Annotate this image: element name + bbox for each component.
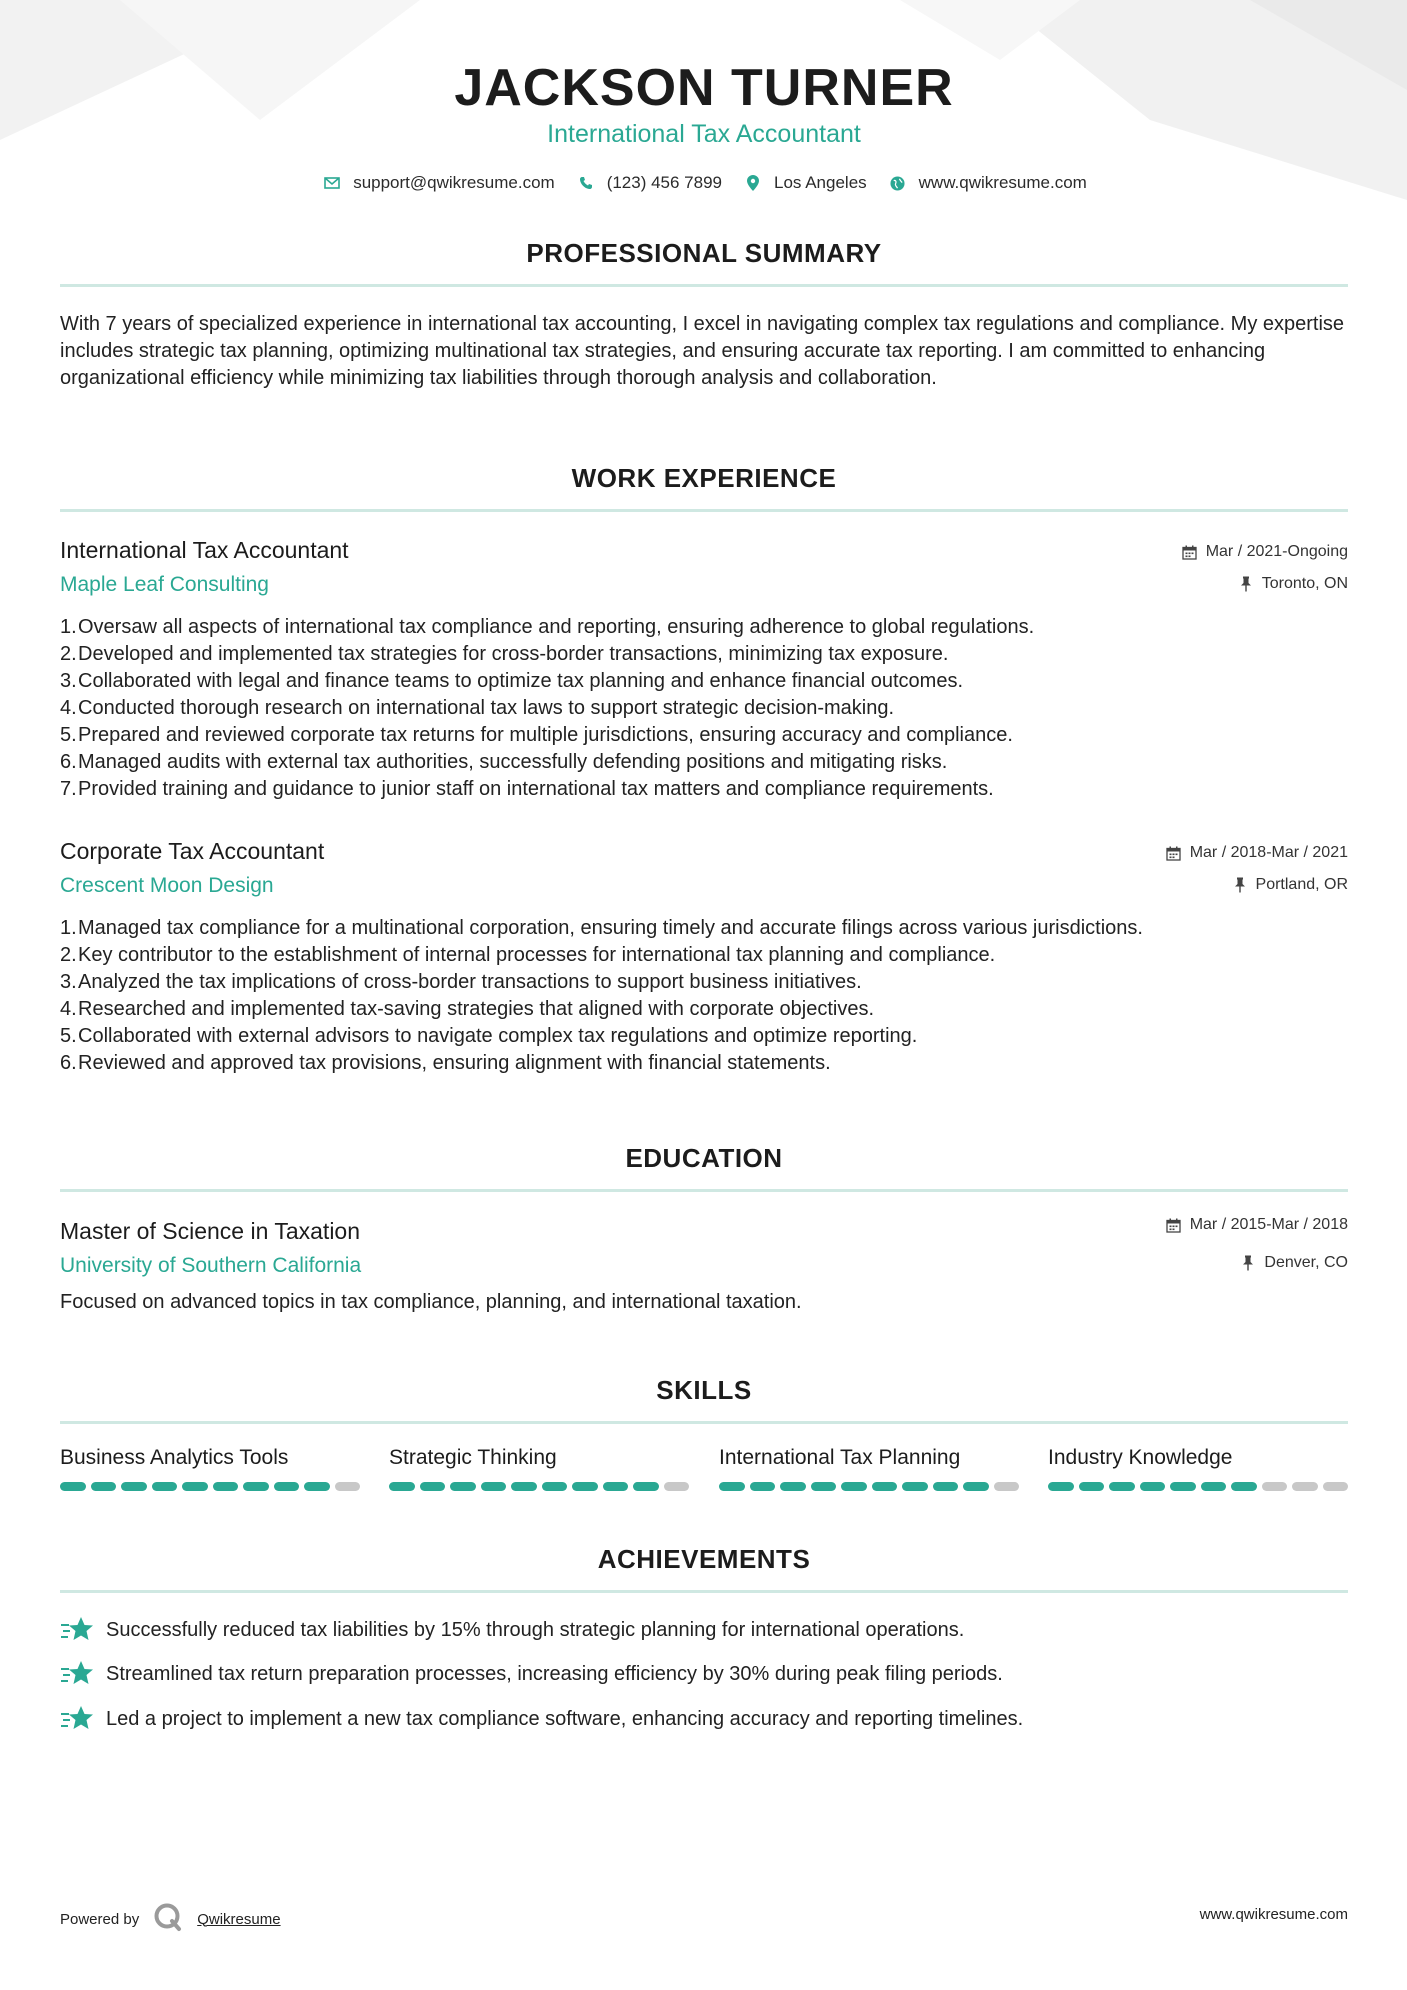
- skill-segment-filled: [1201, 1482, 1227, 1491]
- footer-powered-by: [60, 1902, 281, 1936]
- job-dates-text: Mar / 2018-Mar / 2021: [1189, 844, 1348, 861]
- envelope-icon: [321, 172, 343, 194]
- achievements-heading: ACHIEVEMENTS: [597, 1544, 811, 1574]
- skill-segment-filled: [274, 1482, 300, 1491]
- skill-segment-filled: [933, 1482, 959, 1491]
- contact-website[interactable]: [887, 172, 1087, 194]
- achievement-text: Streamlined tax return preparation processes, increasing efficiency by 30% during peak filing periods.: [106, 1662, 1003, 1685]
- skill-segment-filled: [902, 1482, 928, 1491]
- skill-level-bar: [60, 1482, 360, 1491]
- list-item: 6. Reviewed and approved tax provisions, ensuring alignment with financial statements.: [60, 1052, 831, 1074]
- skill-segment-filled: [872, 1482, 898, 1491]
- skill-segment-filled: [780, 1482, 806, 1491]
- email-text: support@qwikresume.com: [353, 173, 555, 192]
- achievements-divider: [60, 1590, 1348, 1593]
- skill-segment-filled: [1079, 1482, 1105, 1491]
- experience-divider: [60, 509, 1348, 512]
- education-heading: EDUCATION: [625, 1143, 783, 1173]
- achievement-item: [60, 1659, 1003, 1689]
- candidate-name: JACKSON TURNER: [454, 59, 954, 117]
- star-badge-icon: [60, 1659, 94, 1689]
- job-dates-text: Mar / 2021-Ongoing: [1205, 543, 1348, 560]
- skill-name: Strategic Thinking: [389, 1446, 557, 1469]
- job-title: International Tax Accountant: [60, 537, 349, 563]
- skill-segment-filled: [811, 1482, 837, 1491]
- skill-segment-empty: [1323, 1482, 1349, 1491]
- powered-by-label: Powered by: [60, 1910, 140, 1928]
- skill-segment-filled: [1109, 1482, 1135, 1491]
- education-description: Focused on advanced topics in tax compliance, planning, and international taxation.: [60, 1291, 802, 1313]
- job-dates: [1166, 844, 1348, 862]
- job-location: [1232, 876, 1348, 894]
- list-item: 5. Prepared and reviewed corporate tax returns for multiple jurisdictions, ensuring accuracy and compliance.: [60, 724, 1013, 746]
- qwikresume-logo-icon: [153, 1902, 183, 1936]
- job-location-text: Toronto, ON: [1261, 575, 1348, 592]
- list-item: 2. Developed and implemented tax strategies for cross-border transactions, minimizing tax exposure.: [60, 643, 949, 665]
- contact-bar: [60, 172, 1348, 194]
- candidate-title: International Tax Accountant: [547, 120, 861, 148]
- phone-text: (123) 456 7899: [606, 173, 723, 192]
- skill-segment-empty: [1262, 1482, 1288, 1491]
- education-school: University of Southern California: [60, 1254, 362, 1277]
- qwikresume-link[interactable]: Qwikresume: [197, 1910, 281, 1928]
- skill-segment-filled: [481, 1482, 507, 1491]
- list-item: 5. Collaborated with external advisors to navigate complex tax regulations and optimize reporting.: [60, 1025, 918, 1047]
- job-title: Corporate Tax Accountant: [60, 838, 325, 864]
- education-degree: Master of Science in Taxation: [60, 1218, 361, 1244]
- skill-segment-filled: [750, 1482, 776, 1491]
- skill-segment-filled: [152, 1482, 178, 1491]
- skill-segment-filled: [243, 1482, 269, 1491]
- skill-item: [719, 1446, 1019, 1491]
- skill-level-bar: [719, 1482, 1019, 1491]
- star-badge-icon: [60, 1704, 94, 1734]
- skill-segment-empty: [664, 1482, 690, 1491]
- skill-name: International Tax Planning: [719, 1446, 961, 1469]
- education-divider: [60, 1189, 1348, 1192]
- job-company: Maple Leaf Consulting: [60, 573, 269, 596]
- skill-segment-filled: [213, 1482, 239, 1491]
- skill-name: Business Analytics Tools: [60, 1446, 289, 1469]
- experience-heading: WORK EXPERIENCE: [571, 463, 837, 493]
- achievement-item: [60, 1615, 964, 1645]
- list-item: 1. Oversaw all aspects of international tax compliance and reporting, ensuring adherence to global regulations.: [60, 616, 1035, 638]
- skill-segment-filled: [1140, 1482, 1166, 1491]
- footer-website[interactable]: www.qwikresume.com: [1199, 1906, 1348, 1923]
- globe-icon: [887, 172, 909, 194]
- skill-item: [60, 1446, 360, 1491]
- skill-segment-filled: [572, 1482, 598, 1491]
- skill-segment-filled: [182, 1482, 208, 1491]
- skill-level-bar: [1048, 1482, 1348, 1491]
- list-item: 1. Managed tax compliance for a multinational corporation, ensuring timely and accurate filings across various jurisdictions.: [60, 917, 1143, 939]
- star-badge-icon: [60, 1615, 94, 1645]
- skill-segment-filled: [1231, 1482, 1257, 1491]
- skill-segment-filled: [420, 1482, 446, 1491]
- summary-heading: PROFESSIONAL SUMMARY: [526, 238, 882, 268]
- contact-location: [742, 172, 867, 194]
- skill-segment-filled: [1170, 1482, 1196, 1491]
- education-dates-text: Mar / 2015-Mar / 2018: [1189, 1216, 1348, 1233]
- skill-segment-empty: [994, 1482, 1020, 1491]
- skill-item: [389, 1446, 689, 1491]
- skill-segment-empty: [1292, 1482, 1318, 1491]
- phone-icon: [575, 172, 597, 194]
- skill-segment-filled: [60, 1482, 86, 1491]
- skill-segment-filled: [963, 1482, 989, 1491]
- achievement-text: Led a project to implement a new tax compliance software, enhancing accuracy and reporting timelines.: [106, 1707, 1024, 1730]
- job-bullets: [60, 614, 1348, 803]
- skill-segment-filled: [91, 1482, 117, 1491]
- skill-segment-filled: [304, 1482, 330, 1491]
- summary-divider: [60, 284, 1348, 287]
- calendar-icon: [1166, 845, 1182, 861]
- calendar-icon: [1166, 1217, 1182, 1233]
- achievement-item: [60, 1704, 1023, 1734]
- list-item: 3. Analyzed the tax implications of cross-border transactions to support business initiatives.: [60, 971, 862, 993]
- pin-icon: [1238, 576, 1254, 592]
- summary-text: With 7 years of specialized experience in international tax accounting, I excel in navigating complex tax regulations and compliance. My expertise includes strategic tax planning, optimizing multinational tax strategies, and ensuring accurate tax reporting. I am committed to enhancing organizational efficiency while minimizing tax liabilities through thorough analysis and collaboration.: [60, 313, 1345, 389]
- pin-icon: [1240, 1255, 1256, 1271]
- contact-phone[interactable]: [575, 172, 722, 194]
- job-bullets: [60, 915, 1348, 1077]
- skill-segment-filled: [719, 1482, 745, 1491]
- calendar-icon: [1182, 544, 1198, 560]
- list-item: 6. Managed audits with external tax authorities, successfully defending positions and mitigating risks.: [60, 751, 948, 773]
- list-item: 4. Researched and implemented tax-saving strategies that aligned with corporate objectives.: [60, 998, 874, 1020]
- skills-divider: [60, 1421, 1348, 1424]
- skills-heading: SKILLS: [656, 1375, 752, 1405]
- contact-email[interactable]: [321, 172, 555, 194]
- list-item: 2. Key contributor to the establishment of internal processes for international tax planning and compliance.: [60, 944, 996, 966]
- website-text: www.qwikresume.com: [918, 173, 1087, 192]
- skill-item: [1048, 1446, 1348, 1491]
- skill-segment-filled: [603, 1482, 629, 1491]
- skill-segment-filled: [1048, 1482, 1074, 1491]
- skill-name: Industry Knowledge: [1048, 1446, 1233, 1469]
- list-item: 7. Provided training and guidance to junior staff on international tax matters and compliance requirements.: [60, 778, 994, 800]
- education-location: [1240, 1254, 1348, 1272]
- skill-segment-empty: [335, 1482, 361, 1491]
- list-item: 4. Conducted thorough research on international tax laws to support strategic decision-making.: [60, 697, 895, 719]
- list-item: 3. Collaborated with legal and finance teams to optimize tax planning and enhance financial outcomes.: [60, 670, 963, 692]
- education-dates: [1166, 1216, 1348, 1234]
- skill-segment-filled: [511, 1482, 537, 1491]
- location-text: Los Angeles: [774, 173, 867, 192]
- job-company: Crescent Moon Design: [60, 874, 274, 897]
- job-location: [1238, 575, 1348, 593]
- achievement-text: Successfully reduced tax liabilities by 15% through strategic planning for international operations.: [106, 1618, 965, 1641]
- skill-segment-filled: [841, 1482, 867, 1491]
- education-location-text: Denver, CO: [1264, 1254, 1348, 1271]
- job-dates: [1182, 543, 1348, 561]
- skill-level-bar: [389, 1482, 689, 1491]
- skill-segment-filled: [633, 1482, 659, 1491]
- skill-segment-filled: [121, 1482, 147, 1491]
- skill-segment-filled: [389, 1482, 415, 1491]
- job-location-text: Portland, OR: [1255, 876, 1348, 893]
- map-pin-icon: [742, 172, 764, 194]
- resume-page: [60, 0, 1348, 1990]
- pin-icon: [1232, 877, 1248, 893]
- skill-segment-filled: [542, 1482, 568, 1491]
- skill-segment-filled: [450, 1482, 476, 1491]
